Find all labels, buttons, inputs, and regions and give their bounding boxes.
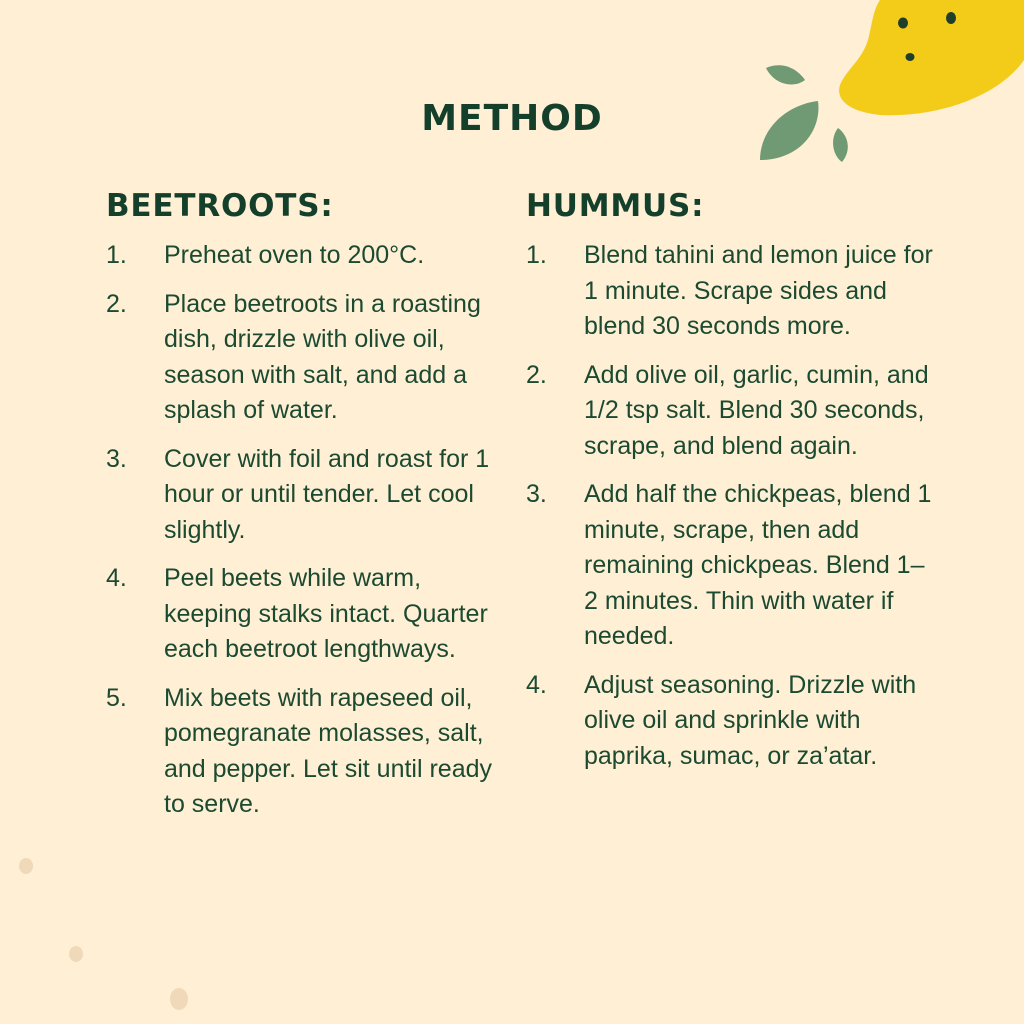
step-item — [526, 358, 936, 465]
step-item — [526, 238, 936, 345]
beetroots-steps — [106, 238, 506, 823]
step-text: Blend tahini and lemon juice for 1 minute. Scrape sides and blend 30 seconds more. — [584, 241, 933, 340]
step-item — [106, 287, 506, 429]
step-text: Preheat oven to 200°C. — [164, 241, 425, 269]
step-item — [106, 681, 506, 823]
speck-decoration — [19, 858, 188, 1010]
step-number: 3. — [106, 444, 127, 473]
step-number: 2. — [526, 360, 547, 389]
step-item — [106, 561, 506, 668]
step-number: 1. — [526, 241, 547, 269]
step-text: Cover with foil and roast for 1 hour or until tender. Let cool slightly. — [164, 444, 490, 544]
step-item — [526, 668, 936, 775]
section-heading-beetroots: BEETROOTS: — [106, 188, 334, 224]
step-number: 3. — [526, 480, 547, 508]
step-text: Add olive oil, garlic, cumin, and 1/2 tsp salt. Blend 30 seconds, scrape, and blend again. — [584, 360, 929, 460]
step-number: 5. — [106, 683, 127, 712]
step-item — [106, 442, 506, 549]
step-item — [106, 238, 506, 274]
step-number: 2. — [106, 289, 127, 318]
step-number: 4. — [526, 670, 547, 699]
step-text: Mix beets with rapeseed oil, pomegranate molasses, salt, and pepper. Let sit until ready to serve. — [164, 683, 493, 818]
section-heading-hummus: HUMMUS: — [526, 188, 705, 224]
hummus-steps — [526, 238, 936, 774]
beetroots-section — [106, 188, 506, 836]
page-title: METHOD — [421, 98, 603, 139]
step-item — [526, 477, 936, 655]
hummus-section — [526, 188, 936, 787]
step-number: 4. — [106, 564, 127, 592]
step-text: Adjust seasoning. Drizzle with olive oil and sprinkle with paprika, sumac, or za’atar. — [584, 670, 917, 770]
step-text: Place beetroots in a roasting dish, drizzle with olive oil, season with salt, and add a splash of water. — [164, 289, 481, 424]
step-text: Add half the chickpeas, blend 1 minute, scrape, then add remaining chickpeas. Blend 1–2 minutes. Thin with water if needed. — [584, 480, 932, 650]
step-number: 1. — [106, 241, 127, 269]
step-text: Peel beets while warm, keeping stalks intact. Quarter each beetroot lengthways. — [164, 564, 488, 663]
